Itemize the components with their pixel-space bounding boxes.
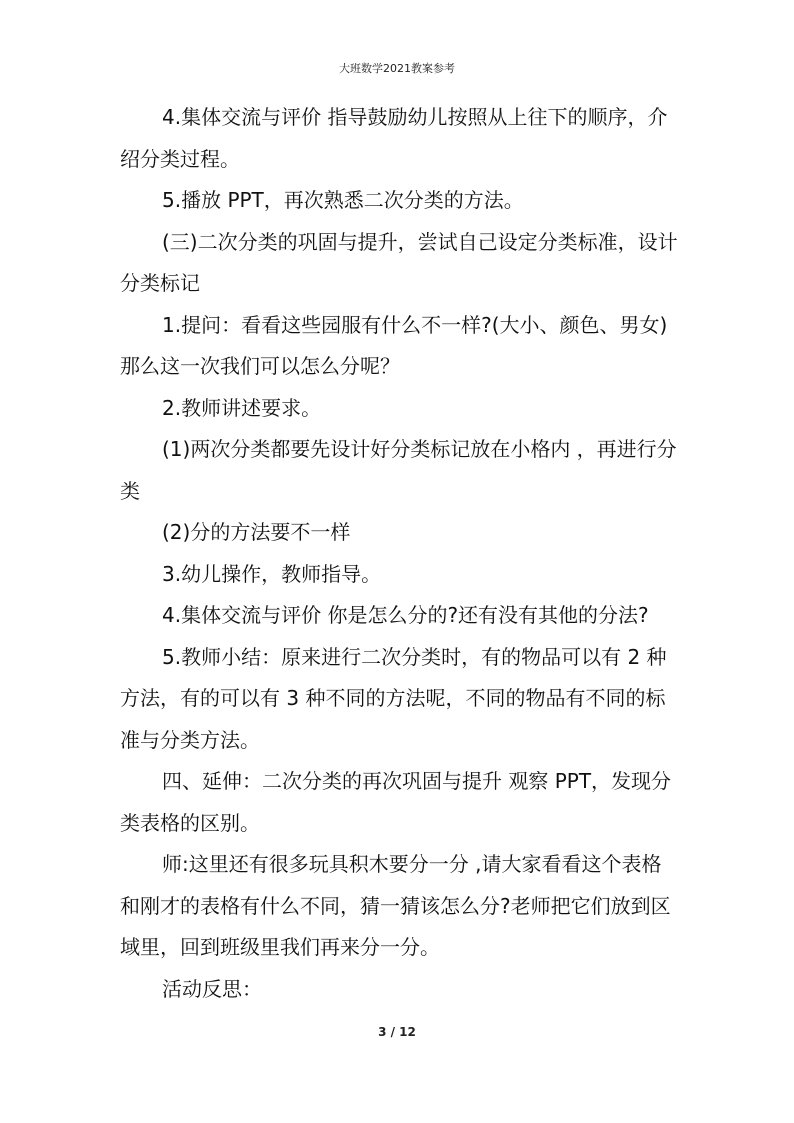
paragraph-2: 5.播放 PPT，再次熟悉二次分类的方法。	[162, 188, 524, 212]
paragraph-4: 1.提问：看看这些园服有什么不一样?(大小、颜色、男女)那么这一次我们可以怎么分呢？	[120, 312, 668, 378]
paragraph-11: 四、延伸：二次分类的再次巩固与提升 观察 PPT，发现分类表格的区别。	[120, 769, 672, 835]
paragraph-12: 师:这里还有很多玩具积木要分一分 ,请大家看看这个表格和刚才的表格有什么不同，猜一猜该怎么分?老师把它们放到区域里，回到班级里我们再来分一分。	[120, 852, 671, 959]
document-body	[120, 97, 680, 1010]
paragraph-13: 活动反思：	[162, 976, 262, 1001]
paragraph-5: 2.教师讲述要求。	[162, 395, 322, 420]
paragraph-9: 4.集体交流与评价 你是怎么分的?还有没有其他的分法?	[162, 603, 649, 627]
paragraph-6: (1)两次分类都要先设计好分类标记放在小格内 ，再进行分类	[120, 437, 677, 503]
paragraph-10: 5.教师小结：原来进行二次分类时，有的物品可以有 2 种方法，有的可以有 3 种不同的方法呢，不同的物品有不同的标准与分类方法。	[120, 644, 667, 752]
paragraph-7: (2)分的方法要不一样	[162, 520, 351, 544]
paragraph-3: (三)二次分类的巩固与提升，尝试自己设定分类标准，设计分类标记	[120, 229, 678, 295]
paragraph-8: 3.幼儿操作，教师指导。	[162, 561, 382, 586]
page-number: 3 / 12	[378, 1025, 416, 1039]
page-header: 大班数学2021教案参考	[339, 62, 455, 75]
paragraph-1: 4.集体交流与评价 指导鼓励幼儿按照从上往下的顺序，介绍分类过程。	[120, 105, 668, 171]
